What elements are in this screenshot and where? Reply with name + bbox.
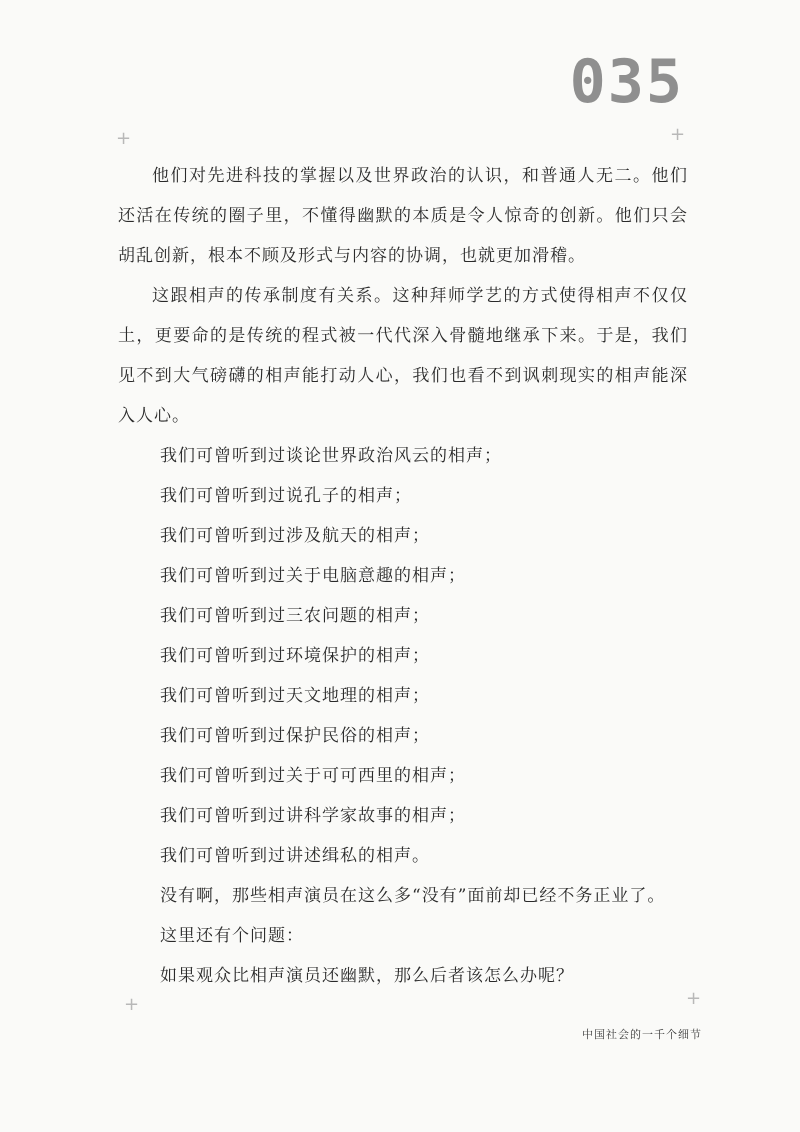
text-line: 我们可曾听到过保护民俗的相声； — [160, 726, 430, 746]
paragraph: 他们对先进科技的掌握以及世界政治的认识，和普通人无二。他们还活在传统的圈子里，不懂得幽默的本质是令人惊奇的创新。他们只会胡乱创新，根本不顾及形式与内容的协调，也就更加滑稽。 — [118, 166, 688, 266]
crop-mark-bottom-left: + — [124, 994, 140, 1015]
text-line: 我们可曾听到过讲述缉私的相声。 — [160, 846, 430, 866]
crop-mark-top-left: + — [116, 128, 132, 149]
crop-mark-top-right: + — [670, 124, 686, 145]
text-line: 我们可曾听到过关于可可西里的相声； — [160, 766, 466, 786]
text-line: 没有啊，那些相声演员在这么多“没有”面前却已经不务正业了。 — [160, 886, 666, 906]
text-line: 这里还有个问题： — [160, 926, 304, 946]
text-line: 我们可曾听到过环境保护的相声； — [160, 646, 430, 666]
body-text — [118, 156, 688, 996]
text-line: 我们可曾听到过三农问题的相声； — [160, 606, 430, 626]
text-line: 我们可曾听到过天文地理的相声； — [160, 686, 430, 706]
text-line: 我们可曾听到过谈论世界政治风云的相声； — [160, 446, 502, 466]
text-line: 我们可曾听到过说孔子的相声； — [160, 486, 412, 506]
crop-mark-bottom-right: + — [686, 988, 702, 1009]
text-line: 我们可曾听到过涉及航天的相声； — [160, 526, 430, 546]
text-line: 如果观众比相声演员还幽默，那么后者该怎么办呢？ — [160, 966, 574, 986]
running-footer-title: 中国社会的一千个细节 — [582, 1028, 702, 1041]
page-number: 035 — [569, 47, 684, 117]
paragraph: 这跟相声的传承制度有关系。这种拜师学艺的方式使得相声不仅仅土，更要命的是传统的程式被一代代深入骨髓地继承下来。于是，我们见不到大气磅礴的相声能打动人心，我们也看不到讽刺现实的相声能深入人心。 — [118, 286, 688, 426]
text-line: 我们可曾听到过讲科学家故事的相声； — [160, 806, 466, 826]
text-line: 我们可曾听到过关于电脑意趣的相声； — [160, 566, 466, 586]
